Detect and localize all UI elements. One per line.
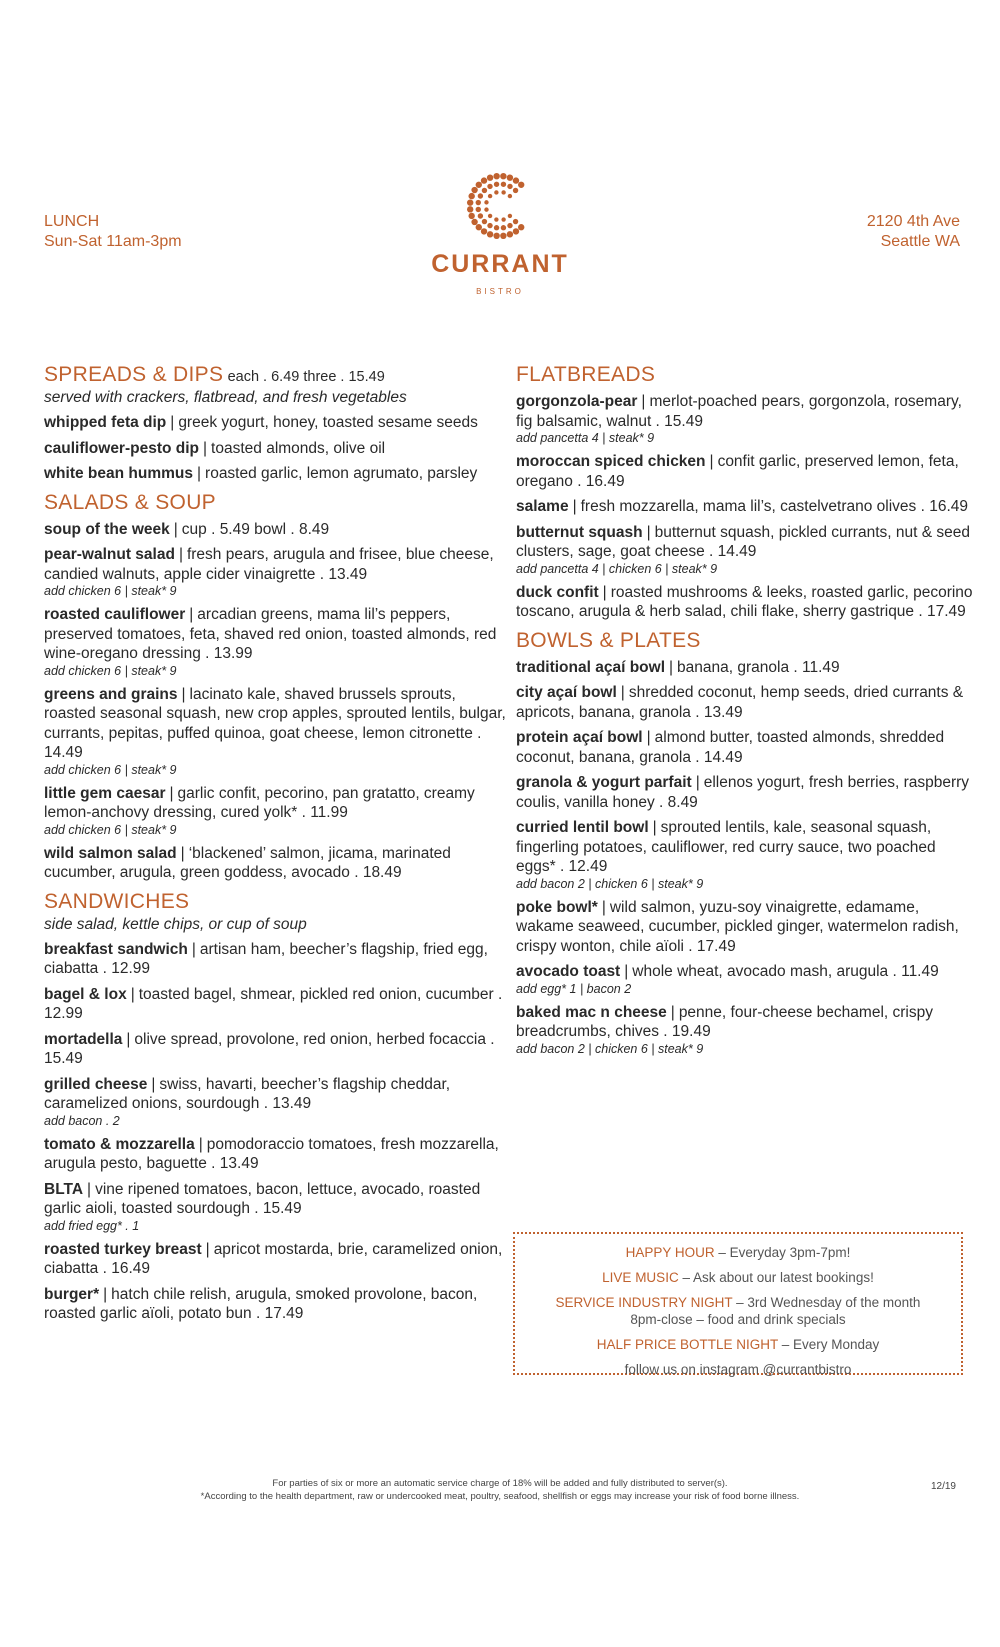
item-name: baked mac n cheese — [516, 1003, 667, 1021]
logo-dot — [494, 225, 499, 230]
logo-dot — [467, 206, 473, 212]
logo-dot — [476, 182, 482, 188]
menu-list — [516, 658, 976, 1057]
menu-item — [44, 685, 509, 778]
logo-dot — [494, 182, 499, 187]
brand-subtitle: BISTRO — [476, 287, 524, 296]
item-name: gorgonzola-pear — [516, 393, 638, 410]
logo-dot — [482, 188, 487, 193]
menu-list — [516, 392, 976, 622]
menu-item — [44, 1240, 509, 1279]
divider: | — [670, 1003, 675, 1021]
divider: | — [646, 729, 651, 746]
item-name: mortadella — [44, 1030, 123, 1048]
menu-item — [516, 523, 976, 577]
promo-live-music: LIVE MUSIC – Ask about our latest bookings! — [602, 1270, 874, 1285]
menu-item — [44, 464, 509, 484]
item-name: granola & yogurt parfait — [516, 774, 692, 791]
menu-item — [516, 497, 976, 517]
item-name: pear-walnut salad — [44, 546, 175, 563]
item-description: arcadian greens, mama lil’s peppers, preserved tomatoes, feta, shaved red onion, toasted almonds, red wine-oregano dressing . 13.99 — [44, 606, 497, 662]
menu-item — [44, 520, 509, 540]
street-address: 2120 4th Ave — [866, 213, 960, 230]
logo-dot — [481, 177, 487, 183]
item-description: toasted bagel, shmear, pickled red onion, cucumber . 12.99 — [44, 985, 503, 1022]
divider: | — [572, 498, 577, 515]
city-address: Seattle WA — [880, 233, 960, 250]
menu-item — [516, 898, 976, 957]
item-name: protein açaí bowl — [516, 729, 643, 746]
item-description: roasted garlic, lemon agrumato, parsley — [205, 465, 478, 482]
item-description: pomodoraccio tomatoes, fresh mozzarella, arugula pesto, baguette . 13.49 — [44, 1135, 499, 1172]
item-name: grilled cheese — [44, 1075, 148, 1093]
item-description: ‘blackened’ salmon, jicama, marinated cucumber, arugula, green goddess, avocado . 18.49 — [44, 844, 451, 881]
section-title: BOWLS & PLATES — [516, 628, 701, 652]
item-name: little gem caesar — [44, 784, 166, 802]
logo-dot — [487, 231, 493, 237]
menu-item — [44, 844, 509, 883]
section-salads — [44, 490, 509, 883]
item-addons: add pancetta 4 | chicken 6 | steak* 9 — [516, 561, 718, 576]
divider: | — [203, 439, 208, 457]
logo-dot — [468, 213, 474, 219]
section-title: SALADS & SOUP — [44, 490, 216, 514]
logo-dot — [468, 193, 474, 199]
item-description: olive spread, provolone, red onion, herbed focaccia . 15.49 — [44, 1030, 495, 1067]
logo-dot — [478, 213, 483, 218]
item-addons: add bacon 2 | chicken 6 | steak* 9 — [516, 876, 704, 891]
service-charge-note: For parties of six or more an automatic service charge of 18% will be added and fully distributed to server(s). — [272, 1478, 728, 1489]
section-bowls — [516, 628, 976, 1057]
logo-dot — [467, 199, 473, 205]
promo-box — [513, 1232, 963, 1375]
left-column — [44, 362, 509, 1330]
section-price: each . 6.49 three . 15.49 — [227, 369, 385, 385]
logo-dot — [493, 233, 499, 239]
menu-item — [44, 545, 509, 599]
item-name: poke bowl* — [516, 898, 598, 916]
item-name: roasted turkey breast — [44, 1240, 202, 1258]
divider: | — [173, 520, 178, 538]
divider: | — [641, 393, 646, 410]
brand-logo — [420, 168, 580, 296]
logo-dot — [507, 184, 512, 189]
item-name: moroccan spiced chicken — [516, 453, 706, 470]
logo-dot — [487, 223, 492, 228]
item-name: bagel & lox — [44, 985, 127, 1003]
section-spreads — [44, 362, 509, 484]
logo-dot — [513, 188, 518, 193]
menu-item — [44, 439, 509, 459]
item-addons: add bacon . 2 — [44, 1113, 120, 1128]
divider: | — [87, 1180, 92, 1198]
logo-dot — [494, 190, 498, 194]
logo-dot — [500, 173, 506, 179]
item-name: wild salmon salad — [44, 844, 177, 862]
logo-dot — [484, 207, 488, 211]
logo-dot — [476, 207, 481, 212]
section-sandwiches — [44, 889, 509, 1324]
item-addons: add chicken 6 | steak* 9 — [44, 663, 177, 678]
section-title: FLATBREADS — [516, 363, 656, 386]
divider: | — [602, 583, 607, 601]
divider: | — [669, 658, 674, 676]
logo-dot — [487, 174, 493, 180]
item-addons: add chicken 6 | steak* 9 — [44, 822, 177, 837]
item-description: banana, granola . 11.49 — [677, 658, 840, 676]
menu-item — [516, 962, 976, 997]
item-description: merlot-poached pears, gorgonzola, rosemary, fig balsamic, walnut . 15.49 — [516, 393, 962, 430]
item-description: swiss, havarti, beecher’s flagship cheddar, caramelized onions, sourdough . 13.49 — [44, 1075, 451, 1112]
item-description: penne, four-cheese bechamel, crispy breadcrumbs, chives . 19.49 — [516, 1003, 933, 1040]
divider: | — [205, 1240, 210, 1258]
item-name: breakfast sandwich — [44, 940, 188, 958]
menu-date: 12/19 — [930, 1481, 956, 1492]
item-addons: add fried egg* . 1 — [44, 1218, 140, 1233]
divider: | — [709, 453, 714, 470]
item-description: cup . 5.49 bowl . 8.49 — [181, 520, 330, 538]
menu-item — [516, 1003, 976, 1057]
divider: | — [601, 898, 606, 916]
item-description: confit garlic, preserved lemon, feta, oregano . 16.49 — [516, 453, 959, 490]
logo-dot — [501, 190, 505, 194]
promo-happy-hour: HAPPY HOUR – Everyday 3pm-7pm! — [625, 1245, 851, 1260]
logo-dot — [513, 228, 519, 234]
logo-dot — [478, 193, 483, 198]
logo-dot — [507, 174, 513, 180]
hours-label: Sun-Sat 11am-3pm — [44, 233, 182, 250]
item-description: butternut squash, pickled currants, nut & seed clusters, sage, goat cheese . 14.49 — [516, 523, 970, 560]
item-name: soup of the week — [44, 520, 170, 538]
menu-list — [44, 520, 509, 883]
right-column — [516, 362, 976, 1063]
menu-item — [44, 940, 509, 979]
logo-dot — [488, 214, 492, 218]
divider: | — [624, 963, 629, 980]
item-name: traditional açaí bowl — [516, 658, 665, 676]
footer-notes — [0, 1477, 1000, 1503]
divider: | — [189, 606, 194, 623]
menu-item — [516, 818, 976, 892]
item-name: burger* — [44, 1285, 100, 1303]
meal-label: LUNCH — [44, 213, 100, 230]
item-addons: add egg* 1 | bacon 2 — [516, 981, 632, 996]
item-name: cauliflower-pesto dip — [44, 439, 200, 457]
item-name: avocado toast — [516, 963, 621, 980]
item-description: ellenos yogurt, fresh berries, raspberry coulis, vanilla honey . 8.49 — [516, 774, 970, 811]
item-description: fresh mozzarella, mama lil’s, castelvetrano olives . 16.49 — [580, 498, 968, 515]
divider: | — [170, 414, 175, 431]
menu-item — [516, 773, 976, 812]
instagram-link[interactable]: follow us on instagram @currantbistro — [624, 1362, 852, 1377]
divider: | — [169, 784, 174, 802]
divider: | — [197, 465, 202, 482]
item-name: whipped feta dip — [44, 414, 167, 431]
item-name: butternut squash — [516, 523, 643, 541]
logo-dot — [508, 214, 512, 218]
menu-item — [44, 1075, 509, 1129]
item-description: vine ripened tomatoes, bacon, lettuce, avocado, roasted garlic aioli, toasted sourdough . 15.49 — [44, 1180, 481, 1217]
item-name: curried lentil bowl — [516, 819, 649, 836]
divider: | — [620, 684, 625, 701]
item-description: fresh pears, arugula and frisee, blue cheese, candied walnuts, apple cider vinaigrette . 13.49 — [44, 546, 494, 583]
item-description: roasted mushrooms & leeks, roasted garlic, pecorino toscano, arugula & herb salad, chili flake, sherry gastrique . 17.49 — [516, 583, 973, 620]
hours-block — [44, 212, 182, 252]
menu-item — [516, 392, 976, 446]
currant-logo-icon — [465, 168, 535, 244]
section-title: SANDWICHES — [44, 889, 190, 913]
item-description: toasted almonds, olive oil — [211, 439, 386, 457]
logo-dot — [476, 224, 482, 230]
logo-dot — [476, 200, 481, 205]
item-addons: add chicken 6 | steak* 9 — [44, 584, 177, 598]
health-disclaimer: *According to the health department, raw or undercooked meat, poultry, seafood, shellfish or eggs may increase your risk of food borne illness. — [200, 1491, 800, 1502]
menu-item — [44, 1030, 509, 1069]
logo-dot — [493, 173, 499, 179]
item-description: lacinato kale, shaved brussels sprouts, roasted seasonal squash, new crop apples, sprouted lentils, bulgar, currants, pepitas, puffed quinoa, goat cheese, lemon citronette . 14.49 — [44, 685, 506, 761]
item-name: tomato & mozzarella — [44, 1135, 195, 1153]
item-description: wild salmon, yuzu-soy vinaigrette, edamame, wakame seaweed, cucumber, pickled ginger, watermelon radish, crispy wonton, chile aïoli . 17.49 — [516, 898, 959, 955]
section-title: SPREADS & DIPS — [44, 363, 224, 386]
menu-item — [516, 583, 976, 622]
item-name: salame — [516, 498, 569, 515]
item-description: whole wheat, avocado mash, arugula . 11.49 — [632, 963, 939, 980]
divider: | — [130, 985, 135, 1003]
section-subtitle: served with crackers, flatbread, and fresh vegetables — [44, 389, 407, 406]
item-description: apricot mostarda, brie, caramelized onion, ciabatta . 16.49 — [44, 1240, 503, 1277]
menu-item — [516, 452, 976, 491]
divider: | — [103, 1285, 108, 1303]
item-name: BLTA — [44, 1180, 84, 1198]
logo-dot — [518, 182, 524, 188]
divider: | — [646, 523, 651, 541]
item-description: artisan ham, beecher’s flagship, fried egg, ciabatta . 12.99 — [44, 940, 488, 977]
menu-item — [44, 1285, 509, 1324]
menu-item — [44, 784, 509, 838]
logo-dot — [481, 228, 487, 234]
logo-dot — [507, 223, 512, 228]
item-name: roasted cauliflower — [44, 606, 186, 623]
logo-dot — [471, 187, 477, 193]
menu-item — [516, 683, 976, 722]
item-name: white bean hummus — [44, 465, 193, 482]
menu-item — [516, 658, 976, 678]
divider: | — [652, 819, 657, 836]
item-description: garlic confit, pecorino, pan gratatto, creamy lemon-anchovy dressing, cured yolk* . 11.99 — [44, 784, 475, 821]
menu-item — [516, 728, 976, 767]
item-name: greens and grains — [44, 685, 178, 703]
promo-industry-night: SERVICE INDUSTRY NIGHT – 3rd Wednesday of the month 8pm-close – food and drink specials — [555, 1295, 921, 1327]
logo-dot — [507, 231, 513, 237]
logo-dot — [500, 233, 506, 239]
item-description: hatch chile relish, arugula, smoked provolone, bacon, roasted garlic aïoli, potato bun . 17.49 — [44, 1285, 478, 1322]
menu-item — [44, 1135, 509, 1174]
logo-dot — [487, 184, 492, 189]
divider: | — [191, 940, 196, 958]
logo-dot — [501, 182, 506, 187]
logo-dot — [508, 194, 512, 198]
divider: | — [151, 1075, 156, 1093]
brand-name: CURRANT — [431, 250, 569, 278]
address-block — [867, 212, 960, 252]
logo-dot — [501, 225, 506, 230]
section-subtitle: side salad, kettle chips, or cup of soup — [44, 915, 307, 933]
item-addons: add pancetta 4 | steak* 9 — [516, 431, 655, 445]
item-description: sprouted lentils, kale, seasonal squash, fingerling potatoes, cauliflower, red curry sauce, two poached eggs* . 12.49 — [516, 819, 936, 875]
divider: | — [695, 774, 700, 791]
menu-item — [44, 1180, 509, 1234]
item-name: duck confit — [516, 583, 599, 601]
divider: | — [181, 685, 186, 703]
menu-list — [44, 940, 509, 1324]
logo-dot — [518, 224, 524, 230]
menu-list — [44, 413, 509, 484]
divider: | — [126, 1030, 131, 1048]
item-addons: add bacon 2 | chicken 6 | steak* 9 — [516, 1041, 704, 1056]
logo-dot — [488, 194, 492, 198]
logo-dot — [513, 219, 518, 224]
menu-item — [44, 985, 509, 1024]
menu-item — [44, 605, 509, 679]
logo-dot — [484, 200, 488, 204]
menu-item — [44, 413, 509, 433]
logo-dot — [471, 219, 477, 225]
promo-bottle-night: HALF PRICE BOTTLE NIGHT – Every Monday — [596, 1337, 880, 1352]
item-name: city açaí bowl — [516, 684, 617, 701]
logo-dot — [482, 219, 487, 224]
divider: | — [198, 1135, 203, 1153]
logo-dot — [501, 217, 505, 221]
section-flatbreads — [516, 362, 976, 622]
item-description: greek yogurt, honey, toasted sesame seeds — [178, 414, 478, 431]
item-description: shredded coconut, hemp seeds, dried currants & apricots, banana, granola . 13.49 — [516, 684, 964, 721]
divider: | — [178, 546, 183, 563]
item-description: almond butter, toasted almonds, shredded coconut, banana, granola . 14.49 — [516, 729, 945, 766]
logo-dot — [494, 217, 498, 221]
logo-dot — [513, 177, 519, 183]
item-addons: add chicken 6 | steak* 9 — [44, 762, 177, 777]
divider: | — [180, 844, 185, 862]
